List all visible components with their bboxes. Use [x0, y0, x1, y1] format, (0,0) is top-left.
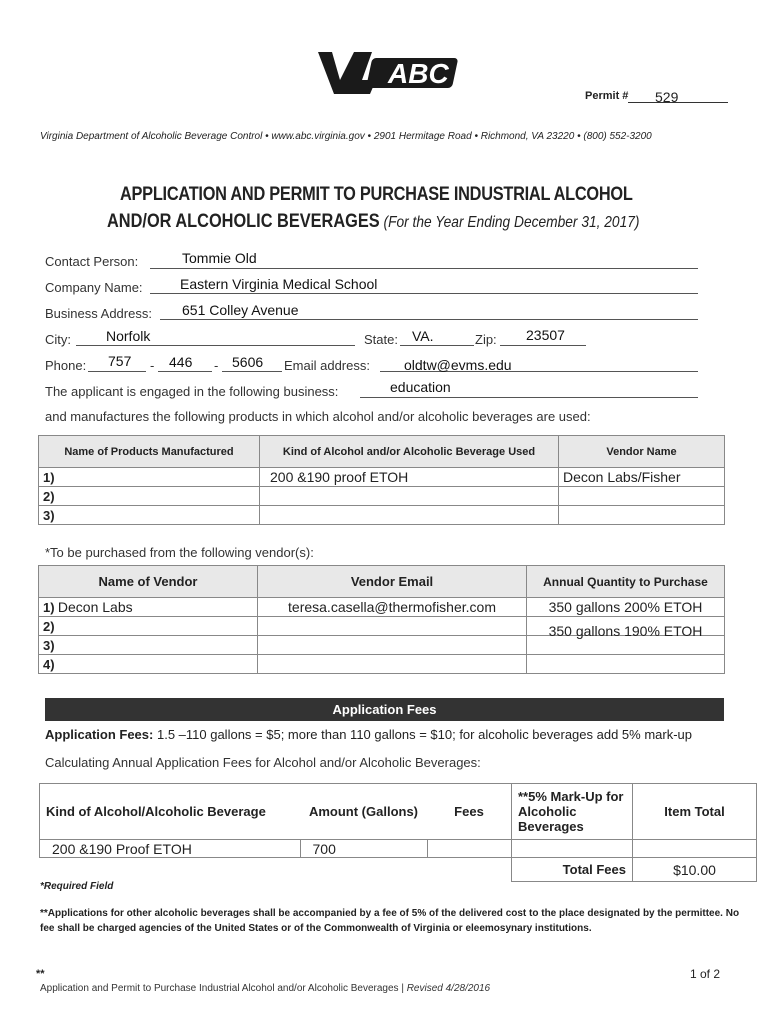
row-number: 1) [43, 470, 55, 485]
state-label: State: [364, 332, 398, 347]
form-title-line1: APPLICATION AND PERMIT TO PURCHASE INDUSTRIAL ALCOHOL [120, 184, 633, 205]
fee-amount: 700 [312, 840, 336, 857]
fee-empty-2 [300, 858, 427, 882]
product-name-cell[interactable] [39, 487, 260, 506]
application-fees-bar: Application Fees [45, 698, 724, 721]
business-address-label: Business Address: [45, 306, 152, 321]
fee-total-cell[interactable] [633, 840, 757, 858]
table-row [39, 617, 725, 636]
vendor-email-cell[interactable] [258, 636, 527, 655]
vendor-name-cell[interactable] [39, 598, 258, 617]
fee-header-kind: Kind of Alcohol/Alcoholic Beverage [40, 784, 301, 840]
state-field[interactable]: VA. [412, 328, 434, 344]
phone-line-underline [222, 371, 282, 372]
address-underline [160, 319, 698, 320]
products-header-vendor: Vendor Name [559, 436, 725, 468]
page-number: 1 of 2 [690, 967, 721, 981]
phone-label: Phone: [45, 358, 87, 373]
vendor-name: Decon Labs/Fisher [563, 469, 681, 485]
total-fees-cell[interactable] [633, 858, 757, 882]
vendor-email-cell[interactable] [258, 598, 527, 617]
vendor-name-cell[interactable] [559, 487, 725, 506]
table-row [39, 468, 725, 487]
zip-label: Zip: [475, 332, 497, 347]
fee-fees-cell[interactable] [427, 840, 512, 858]
vendor-email-cell[interactable] [258, 655, 527, 674]
annual-qty-cell[interactable] [527, 617, 725, 639]
annual-qty-cell[interactable] [527, 655, 725, 674]
row-number: 2) [43, 488, 55, 504]
fee-header-total: Item Total [633, 784, 757, 840]
agency-info: Virginia Department of Alcoholic Beverage Control • www.abc.virginia.gov • 2901 Hermitage Road • Richmond, VA 23220 • (800) 552-3200 [40, 131, 652, 142]
table-row [40, 840, 757, 858]
alcohol-kind-cell[interactable] [260, 487, 559, 506]
table-row [39, 655, 725, 674]
vendors-header-name: Name of Vendor [39, 566, 258, 598]
state-underline [400, 345, 474, 346]
phone-prefix-underline [158, 371, 212, 372]
alcohol-kind-cell[interactable] [260, 468, 559, 487]
row-number: 1) [43, 600, 55, 615]
row-number: 3) [43, 507, 55, 523]
form-title-line2 [107, 211, 639, 233]
vendor-name-cell[interactable] [39, 655, 258, 674]
table-row [39, 506, 725, 525]
footer-text [40, 983, 490, 994]
phone-dash-2: - [214, 358, 219, 373]
product-name-cell[interactable] [39, 506, 260, 525]
fee-kind-cell[interactable] [40, 840, 301, 858]
vendors-intro: *To be purchased from the following vendor(s): [45, 545, 314, 560]
vendor-email: teresa.casella@thermofisher.com [288, 599, 496, 615]
fee-note: **Applications for other alcoholic beverages shall be accompanied by a fee of 5% of the delivered cost to the place designated by the permittee. No fee shall be charged agencies of the United States or of the Commonwealth of Virginia or eleemosynary institutions. [40, 908, 740, 934]
products-header-name: Name of Products Manufactured [39, 436, 260, 468]
row-number: 2) [43, 618, 55, 634]
phone-area-underline [88, 371, 146, 372]
business-type-label: The applicant is engaged in the following business: [45, 384, 339, 399]
total-fees-label: Total Fees [512, 858, 633, 882]
alcohol-kind: 200 &190 proof ETOH [270, 469, 409, 485]
form-title-main: AND/OR ALCOHOLIC BEVERAGES [107, 211, 380, 232]
required-field-note: *Required Field [40, 881, 114, 892]
phone-dash-1: - [150, 358, 155, 373]
company-name-label: Company Name: [45, 280, 143, 295]
vendors-table [38, 565, 725, 674]
alcohol-kind-cell[interactable] [260, 506, 559, 525]
row-number: 3) [43, 637, 55, 653]
footer-title: Application and Permit to Purchase Industrial Alcohol and/or Alcoholic Beverages | [40, 983, 407, 994]
fee-amount-cell[interactable] [300, 840, 427, 858]
vendor-name: Decon Labs [57, 599, 133, 615]
vendor-name-cell[interactable] [559, 468, 725, 487]
product-name-cell[interactable] [39, 468, 260, 487]
company-underline [150, 293, 698, 294]
fees-line-bold: Application Fees: [45, 727, 154, 742]
fee-table [39, 783, 757, 882]
calc-fees-line: Calculating Annual Application Fees for Alcohol and/or Alcoholic Beverages: [45, 755, 481, 770]
vendor-name-cell[interactable] [39, 617, 258, 636]
form-title-year: (For the Year Ending December 31, 2017) [379, 214, 640, 231]
va-abc-logo [318, 50, 463, 102]
annual-qty: 350 gallons 200% ETOH [548, 599, 703, 615]
annual-qty-cell[interactable] [527, 598, 725, 617]
business-type-field[interactable]: education [390, 379, 451, 395]
fee-header-amount: Amount (Gallons) [300, 784, 427, 840]
permit-number-field[interactable]: 529 [655, 89, 679, 105]
annual-qty: 350 gallons 190% ETOH [548, 623, 703, 639]
city-underline [76, 345, 355, 346]
vendor-email-cell[interactable] [258, 617, 527, 636]
business-address-field[interactable]: 651 Colley Avenue [182, 302, 299, 318]
table-row [39, 598, 725, 617]
fee-markup-cell[interactable] [512, 840, 633, 858]
zip-field[interactable]: 23507 [526, 327, 565, 343]
contact-underline [150, 268, 698, 269]
fee-empty-1 [40, 858, 301, 882]
products-header-kind: Kind of Alcohol and/or Alcoholic Beverage Used [260, 436, 559, 468]
vendors-header-qty: Annual Quantity to Purchase [527, 566, 725, 598]
city-label: City: [45, 332, 71, 347]
fee-header-fees: Fees [427, 784, 512, 840]
email-label: Email address: [284, 358, 370, 373]
phone-area-field[interactable]: 757 [108, 353, 132, 369]
fee-kind: 200 &190 Proof ETOH [52, 840, 192, 857]
business-type-underline [360, 397, 698, 398]
vendors-header-email: Vendor Email [258, 566, 527, 598]
table-row [39, 487, 725, 506]
phone-line-field[interactable]: 5606 [232, 354, 264, 370]
company-name-field[interactable]: Eastern Virginia Medical School [180, 276, 378, 292]
permit-label: Permit # [585, 90, 629, 102]
footer-stars: ** [36, 968, 45, 980]
contact-person-label: Contact Person: [45, 254, 139, 269]
fee-header-markup: **5% Mark-Up for Alcoholic Beverages [512, 784, 633, 840]
products-table [38, 435, 725, 525]
fees-line-text: 1.5 –110 gallons = $5; more than 110 gallons = $10; for alcoholic beverages add 5% mark-up [153, 727, 693, 742]
city-field[interactable]: Norfolk [106, 328, 151, 344]
phone-prefix-field[interactable]: 446 [169, 354, 193, 370]
manufactures-text: and manufactures the following products in which alcohol and/or alcoholic beverages are used: [45, 409, 591, 424]
row-number: 4) [43, 656, 55, 672]
vendor-name-cell[interactable] [39, 636, 258, 655]
application-fees-line [45, 727, 692, 742]
vendor-name-cell[interactable] [559, 506, 725, 525]
zip-underline [500, 345, 586, 346]
svg-text:ABC: ABC [388, 58, 449, 89]
fee-empty-3 [427, 858, 512, 882]
contact-person-field[interactable]: Tommie Old [182, 250, 257, 266]
footer-revised: Revised 4/28/2016 [406, 983, 491, 994]
total-fees-value: $10.00 [673, 861, 716, 878]
email-field[interactable]: oldtw@evms.edu [404, 357, 512, 373]
